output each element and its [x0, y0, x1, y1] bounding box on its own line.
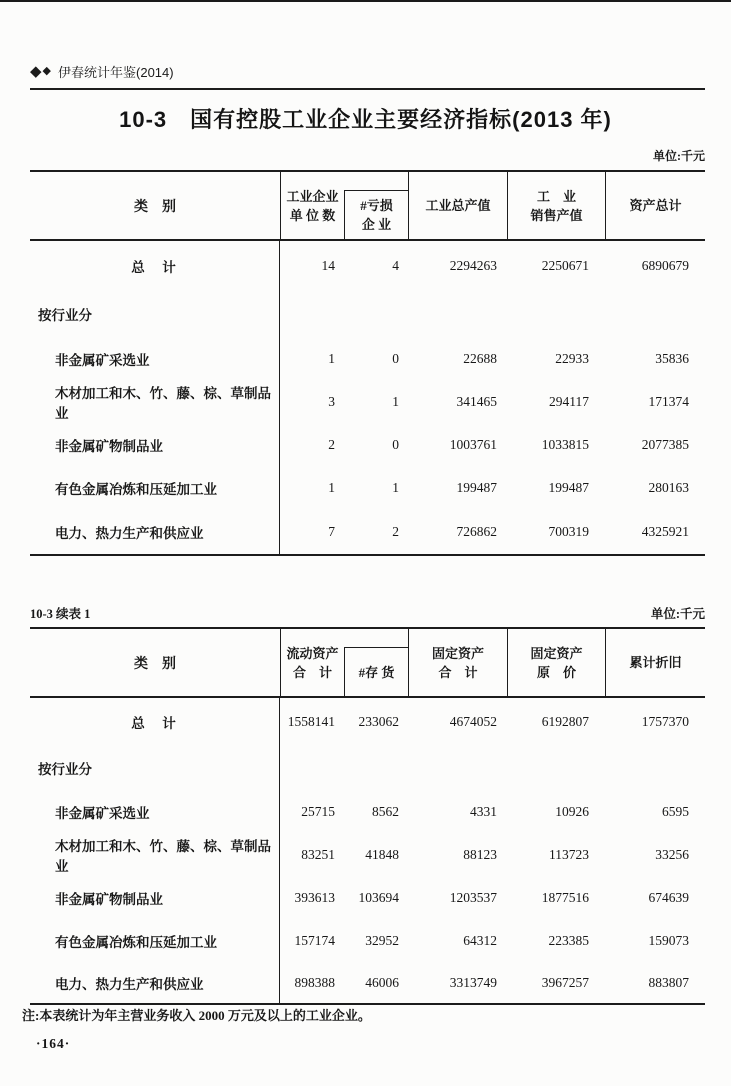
- footnote: 注:本表统计为年主营业务收入 2000 万元及以上的工业企业。: [22, 1008, 371, 1023]
- cell-value: [507, 291, 605, 337]
- table1-header-category: 类 别: [134, 199, 176, 215]
- cell-value: 83251: [301, 846, 335, 862]
- table2-row: [30, 790, 705, 833]
- header-line: 企 业: [361, 217, 392, 232]
- row-label: 非金属矿采选业: [30, 337, 280, 380]
- header-line: 工业总产值: [425, 198, 491, 213]
- cell-value: 1033815: [541, 436, 589, 452]
- cell-value: [507, 746, 605, 790]
- cell-value: 6890679: [641, 258, 689, 273]
- table2-body: [30, 698, 705, 1005]
- cell-value: 4331: [470, 803, 497, 819]
- header-line: #存 货: [358, 664, 395, 680]
- cell-value: [344, 746, 408, 790]
- cell-value: 6192807: [541, 714, 589, 729]
- row-label: 按行业分: [30, 291, 280, 337]
- running-header: [30, 62, 174, 81]
- cell-value: 41848: [365, 846, 399, 862]
- row-label: 木材加工和木、竹、藤、棕、草制品业: [30, 380, 280, 423]
- header-rule: [30, 88, 705, 90]
- cell-value: 4: [392, 258, 399, 273]
- cell-value: 1: [392, 393, 399, 409]
- cell-value: 1: [328, 479, 335, 495]
- nested-subhead-box: [344, 647, 408, 696]
- cell-value: 393613: [294, 889, 335, 905]
- cell-value: [280, 291, 344, 337]
- cell-value: 1003761: [449, 436, 497, 452]
- cell-value: 103694: [358, 889, 399, 905]
- cell-value: 341465: [456, 393, 497, 409]
- header-line: 原 价: [536, 664, 576, 680]
- cell-value: 2077385: [641, 436, 689, 452]
- table2-row: [30, 876, 705, 919]
- cell-value: 233062: [358, 714, 399, 729]
- table2-header-category: 类 别: [134, 656, 176, 672]
- table2-row: [30, 833, 705, 876]
- cell-value: 1558141: [287, 714, 335, 729]
- table1-row: [30, 466, 705, 509]
- table2-header-accumulated-depreciation: [605, 629, 705, 696]
- cell-value: 22688: [463, 350, 497, 366]
- cell-value: 280163: [648, 479, 689, 495]
- table-main-indicators: [30, 170, 705, 556]
- header-line: 合 计: [438, 664, 478, 680]
- cell-value: 294117: [549, 393, 589, 409]
- cell-value: 726862: [456, 523, 497, 539]
- cell-value: 700319: [548, 523, 589, 539]
- cell-value: 1757370: [641, 714, 689, 729]
- cell-value: 199487: [456, 479, 497, 495]
- table2-header-fixed-assets-total: [408, 629, 507, 696]
- cell-value: 4325921: [641, 523, 689, 539]
- cell-value: 0: [392, 436, 399, 452]
- cell-value: 2250671: [541, 258, 589, 273]
- table2-row: [30, 698, 705, 746]
- table1-header-enterprise-units: [280, 172, 344, 239]
- cell-value: 1: [328, 350, 335, 366]
- table1-row: [30, 423, 705, 466]
- header-line: 单 位 数: [289, 207, 336, 223]
- cell-value: 113723: [549, 846, 589, 862]
- cell-value: 159073: [648, 932, 689, 948]
- row-label: 电力、热力生产和供应业: [30, 509, 280, 554]
- table1-row: [30, 380, 705, 423]
- cell-value: 674639: [648, 889, 689, 905]
- row-label: 有色金属冶炼和压延加工业: [30, 466, 280, 509]
- cell-value: 2294263: [449, 258, 497, 273]
- table1-body: [30, 241, 705, 556]
- table1-row: [30, 291, 705, 337]
- cell-value: 883807: [648, 974, 689, 990]
- diamond-icon-small: ◆: [42, 65, 52, 77]
- cell-value: [344, 291, 408, 337]
- header-line: 流动资产: [286, 645, 339, 661]
- cell-value: 10926: [555, 803, 589, 819]
- header-line: 资产总计: [629, 198, 682, 213]
- cell-value: 0: [392, 350, 399, 366]
- table1-row: [30, 241, 705, 291]
- diamond-icon: ◆: [30, 63, 42, 80]
- table1-header: [30, 170, 705, 241]
- header-line: 工 业: [536, 188, 576, 204]
- cell-value: 35836: [655, 350, 689, 366]
- cell-value: 2: [392, 523, 399, 539]
- unit-label-table1: 单位:千元: [653, 149, 705, 163]
- table2-row: [30, 962, 705, 1003]
- table1-row: [30, 509, 705, 554]
- cell-value: 88123: [463, 846, 497, 862]
- cell-value: 199487: [548, 479, 589, 495]
- table2-header-inventory: [344, 629, 408, 696]
- table2-row: [30, 919, 705, 962]
- cell-value: 3967257: [541, 974, 589, 990]
- page-number: ·164·: [36, 1036, 71, 1051]
- cell-value: 223385: [548, 932, 589, 948]
- scan-top-edge: [0, 0, 731, 2]
- header-line: 固定资产: [530, 645, 583, 661]
- page-title: 10-3 国有控股工业企业主要经济指标(2013 年): [119, 107, 612, 132]
- table2-header-current-assets: [280, 629, 344, 696]
- row-label: 电力、热力生产和供应业: [30, 962, 280, 1003]
- table2-header: [30, 627, 705, 698]
- cell-value: 2: [328, 436, 335, 452]
- table2-caption: 10-3 续表 1: [30, 607, 91, 621]
- cell-value: 25715: [301, 803, 335, 819]
- cell-value: [605, 291, 705, 337]
- unit-label-table2: 单位:千元: [650, 607, 705, 621]
- cell-value: 157174: [294, 932, 335, 948]
- table1-header-total-assets: [605, 172, 705, 239]
- cell-value: 46006: [365, 974, 399, 990]
- header-line: 销售产值: [530, 207, 583, 223]
- table1-header-gross-output: [408, 172, 507, 239]
- row-label: 总 计: [30, 241, 280, 291]
- header-line: 合 计: [292, 664, 332, 680]
- header-line: 固定资产: [431, 645, 484, 661]
- row-label: 总 计: [30, 698, 280, 746]
- cell-value: 33256: [655, 846, 689, 862]
- cell-value: [408, 291, 507, 337]
- cell-value: 1203537: [449, 889, 497, 905]
- header-line: #亏损: [360, 198, 393, 213]
- table2-caption-row: [30, 604, 705, 622]
- table2-row: [30, 746, 705, 790]
- cell-value: [280, 746, 344, 790]
- table1-row: [30, 337, 705, 380]
- running-header-text: 伊春统计年鉴(2014): [58, 65, 174, 80]
- table1-header-sales-output: [507, 172, 605, 239]
- cell-value: 4674052: [449, 714, 497, 729]
- cell-value: 64312: [463, 932, 497, 948]
- row-label: 非金属矿采选业: [30, 790, 280, 833]
- cell-value: 32952: [365, 932, 399, 948]
- table2-header-fixed-assets-original: [507, 629, 605, 696]
- cell-value: 3: [328, 393, 335, 409]
- cell-value: 7: [328, 523, 335, 539]
- row-label: 非金属矿物制品业: [30, 423, 280, 466]
- cell-value: 171374: [648, 393, 689, 409]
- cell-value: 6595: [662, 803, 689, 819]
- header-line: 工业企业: [286, 188, 339, 204]
- row-label: 有色金属冶炼和压延加工业: [30, 919, 280, 962]
- nested-subhead-box: [344, 190, 408, 239]
- cell-value: [605, 746, 705, 790]
- cell-value: 22933: [555, 350, 589, 366]
- cell-value: [408, 746, 507, 790]
- row-label: 按行业分: [30, 746, 280, 790]
- cell-value: 1877516: [541, 889, 589, 905]
- cell-value: 3313749: [449, 974, 497, 990]
- cell-value: 1: [392, 479, 399, 495]
- row-label: 非金属矿物制品业: [30, 876, 280, 919]
- table-continuation: [30, 627, 705, 1005]
- header-line: 累计折旧: [629, 655, 682, 670]
- row-label: 木材加工和木、竹、藤、棕、草制品业: [30, 833, 280, 876]
- cell-value: 14: [321, 258, 335, 273]
- table1-header-loss-enterprises: [344, 172, 408, 239]
- cell-value: 898388: [294, 974, 335, 990]
- cell-value: 8562: [372, 803, 399, 819]
